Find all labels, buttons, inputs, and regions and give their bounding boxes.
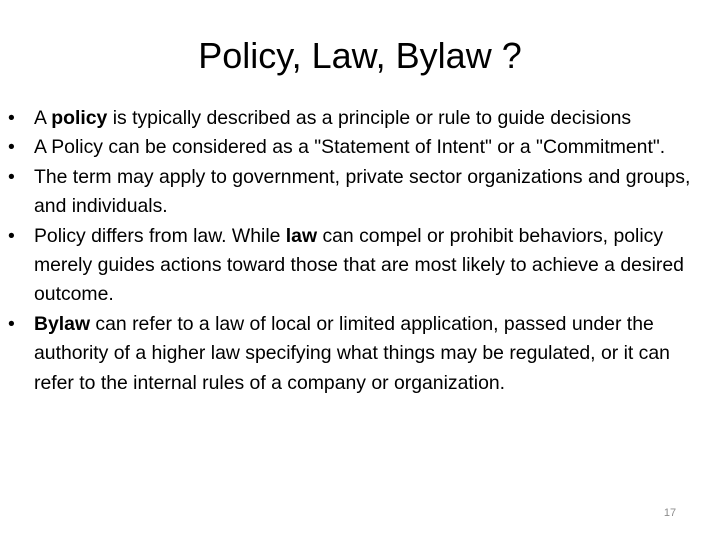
bullet-text: A Policy can be considered as a "Statement of Intent" or a "Commitment". (34, 136, 666, 159)
bullet-text: can refer to a law of local or limited application, passed under the authority of a higher law specifying what things may be regulated, or it can refer to the internal rules of a company or organization. (34, 312, 670, 394)
bullet-text: The term may apply to government, private sector organizations and groups, and individuals. (34, 165, 691, 218)
bullet-dot-icon: • (8, 312, 15, 335)
bullet-list (6, 104, 710, 398)
bullet-text: Policy differs from law. While (34, 224, 286, 247)
bullet-text: A (34, 107, 52, 129)
slide-title: Policy, Law, Bylaw ? (198, 35, 522, 76)
bullet-term: policy (51, 107, 108, 129)
bullet-item (6, 310, 710, 398)
bullet-dot-icon: • (8, 165, 15, 188)
bullet-term: Bylaw (34, 312, 91, 335)
bullet-item (6, 104, 710, 133)
bullet-item (6, 133, 710, 162)
bullet-dot-icon: • (8, 136, 15, 159)
bullet-text: can compel or prohibit behaviors, policy merely guides actions toward those that are most likely to achieve a desired outcome. (34, 224, 684, 306)
bullet-term: law (285, 224, 318, 247)
bullet-text: is typically described as a principle or rule to guide decisions (107, 107, 632, 129)
bullet-item (6, 222, 710, 310)
bullet-item (6, 163, 710, 222)
bullet-dot-icon: • (8, 107, 15, 129)
bullet-dot-icon: • (8, 224, 15, 247)
page-number: 17 (663, 507, 677, 519)
